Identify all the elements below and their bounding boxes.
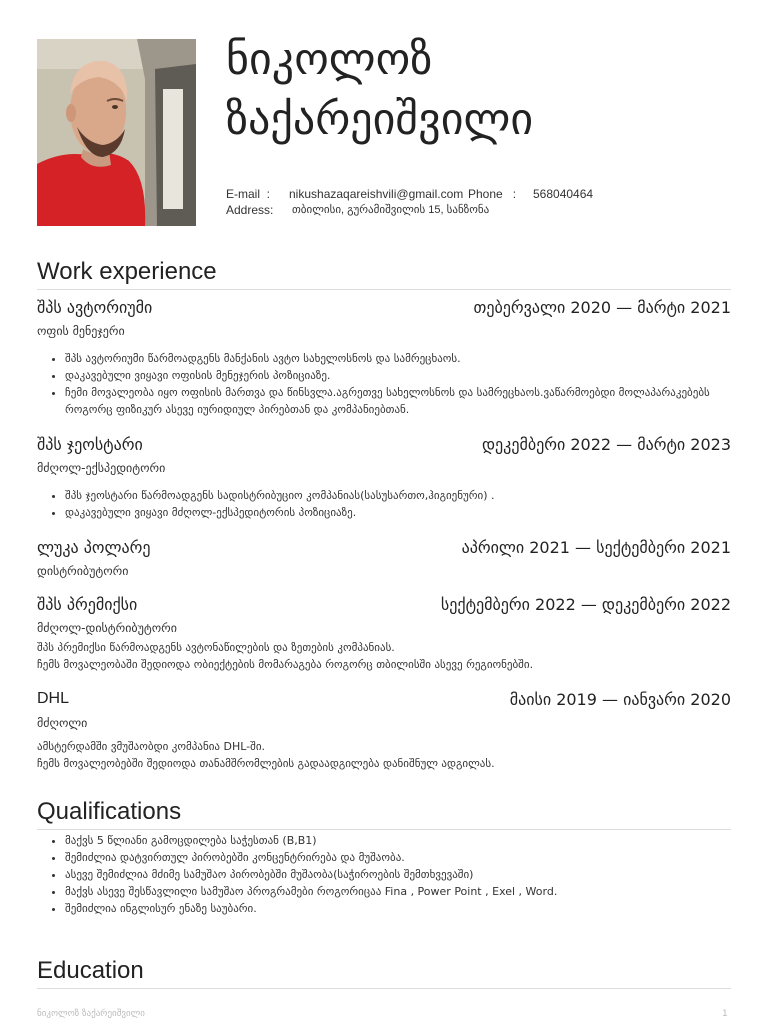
job-entry	[37, 435, 731, 521]
job-company: ლუკა პოლარე	[37, 538, 151, 557]
job-company: შპს ავტორიუმი	[37, 298, 153, 317]
job-role: დისტრიბუტორი	[37, 564, 129, 578]
qualifications-list	[37, 832, 731, 917]
qualifications-title: Qualifications	[37, 797, 731, 830]
job-dates: თებერვალი 2020 — მარტი 2021	[473, 298, 731, 317]
job-dates: სექტემბერი 2022 — დეკემბერი 2022	[440, 595, 731, 614]
qualification-item: • მაქვს ასევე შესწავლილი სამუშაო პროგრამები როგორიცაა Fina , Power Point , Exel , Word.	[65, 883, 731, 900]
education-title: Education	[37, 956, 731, 989]
job-entry	[37, 538, 731, 580]
candidate-name	[226, 30, 533, 150]
job-role: მძღოლი	[37, 716, 88, 730]
bullet-item: • დაკავებული ვიყავი ოფისის მენეჯერის პოზიციაზე.	[65, 367, 731, 384]
description-line: ჩემს მოვალეობაში შედიოდა ობიექტების მომარაგება როგორც თბილისში ასევე რეგიონებში.	[37, 658, 534, 671]
job-company: DHL	[37, 690, 70, 707]
bullet-item: • შპს ჯეოსტარი წარმოადგენს სადისტრიბუციო კომპანიას(სასუსართო,ჰიგიენური) .	[65, 487, 731, 504]
page-number: 1	[722, 1009, 728, 1019]
qualification-item: • შემიძლია ინგლისურ ენაზე საუბარი.	[65, 900, 731, 917]
footer-name: ნიკოლოზ ზაქარეიშვილი	[37, 1009, 145, 1019]
bullet-item: • დაკავებული ვიყავი მძღოლ-ექსპედიტორის პოზიციაზე.	[65, 504, 731, 521]
job-dates: დეკემბერი 2022 — მარტი 2023	[481, 435, 731, 454]
job-bullets	[37, 487, 731, 521]
qualification-item: • მაქვს 5 წლიანი გამოცდილება საჭესთან (B,B1)	[65, 832, 731, 849]
work-experience-title: Work experience	[37, 257, 731, 290]
email-label: E-mail :	[226, 187, 271, 201]
job-description	[37, 738, 731, 772]
bullet-item: • შპს ავტორიუმი წარმოადგენს მანქანის ავტო სახელოსნოს და სამრეცხაოს.	[65, 350, 731, 367]
description-line: ამსტერდამში ვმუშაობდი კომპანია DHL-ში.	[37, 740, 266, 753]
job-entry	[37, 595, 731, 673]
profile-photo	[37, 39, 196, 226]
job-bullets	[37, 350, 731, 418]
job-role: მძღოლ-დისტრიბუტორი	[37, 621, 177, 635]
phone-value[interactable]: 568040464	[533, 187, 594, 201]
address-label: Address:	[226, 203, 274, 217]
description-line: შპს პრემიქსი წარმოადგენს ავტონაწილების და ზეთების კომპანიას.	[37, 641, 395, 654]
address-value: თბილისი, გურამიშვილის 15, სანზონა	[292, 204, 490, 216]
job-role: ოფის მენეჯერი	[37, 324, 125, 338]
qualification-item: • ასევე შემიძლია მძიმე სამუშაო პირობებში მუშაობა(საჭიროების შემთხვევაში)	[65, 866, 731, 883]
job-dates: აპრილი 2021 — სექტემბერი 2021	[461, 538, 731, 557]
job-entry	[37, 690, 731, 772]
email-value[interactable]: nikushazaqareishvili@gmail.com	[289, 187, 464, 201]
job-entry	[37, 298, 731, 418]
phone-label: Phone :	[468, 187, 517, 201]
qualification-item: • შემიძლია დატვირთულ პირობებში კონცენტრირება და მუშაობა.	[65, 849, 731, 866]
name-last: ზაქარეიშვილი	[226, 94, 534, 145]
name-first: ნიკოლოზ	[226, 34, 433, 85]
bullet-item: • ჩემი მოვალეობა იყო ოფისის მართვა და წინსვლა.აგრეთვე სახელოსნოს და სამრეცხაოს.ვაწარმოებდი მოლაპარაკებებს როგორც ფიზიკურ ასევე იურიდიულ პირებთან და კომპანიებთან.	[65, 384, 731, 418]
job-company: შპს ჯეოსტარი	[37, 435, 143, 454]
job-company: შპს პრემიქსი	[37, 595, 138, 614]
job-dates: მაისი 2019 — იანვარი 2020	[509, 690, 731, 709]
description-line: ჩემს მოვალეობებში შედიოდა თანამშრომლების გადაადგილება დანიშნულ ადგილას.	[37, 757, 495, 770]
job-description	[37, 639, 731, 673]
job-role: მძღოლ-ექსპედიტორი	[37, 461, 166, 475]
